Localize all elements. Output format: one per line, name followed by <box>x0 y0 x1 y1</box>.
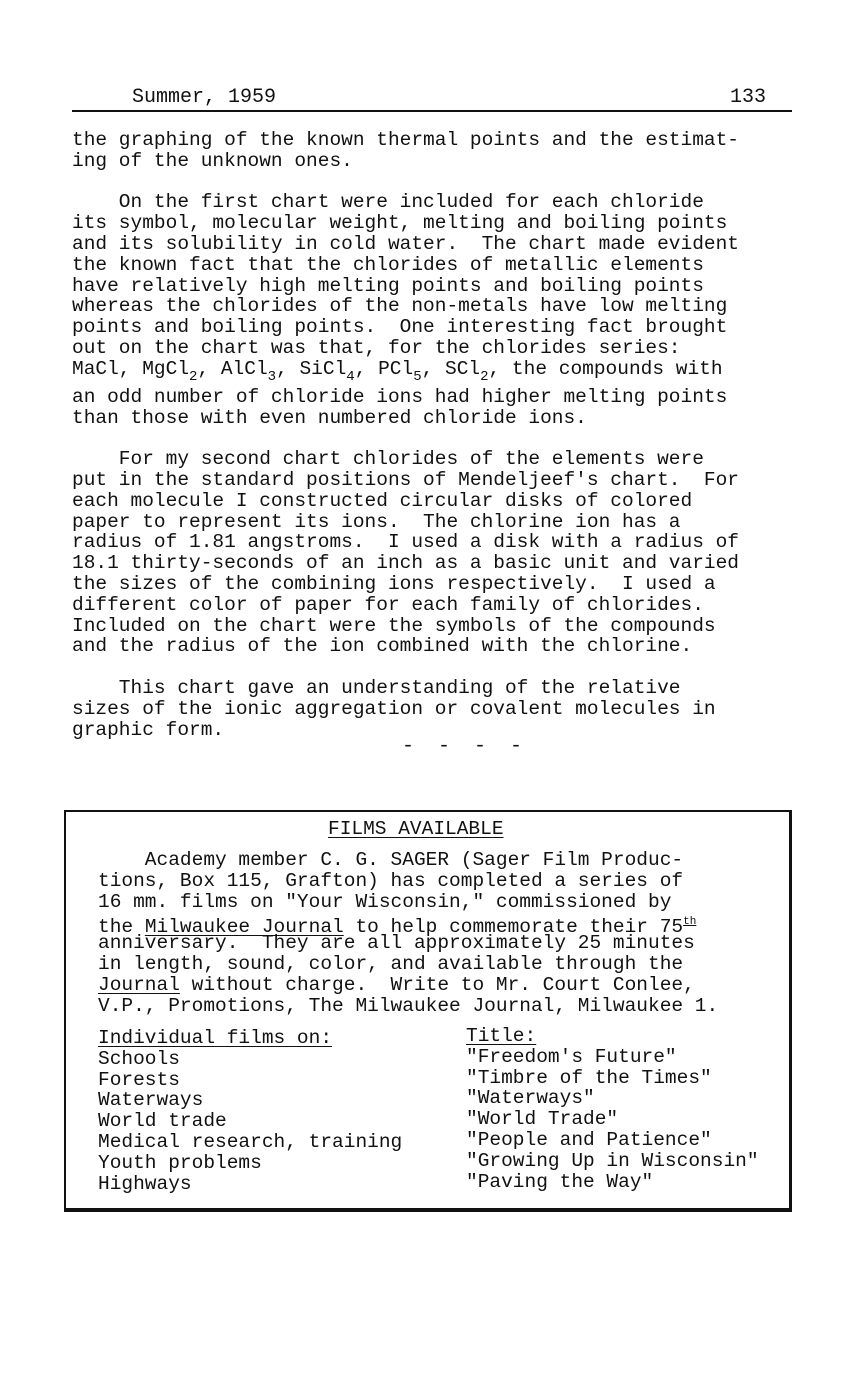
text-line: paper to represent its ions. The chlorine ion has a <box>72 510 681 533</box>
film-title: "World Trade" <box>466 1108 619 1131</box>
film-title: "Growing Up in Wisconsin" <box>466 1149 759 1172</box>
page-number: 133 <box>729 86 766 109</box>
text-line: points and boiling points. One interesting fact brought <box>72 316 728 339</box>
text-line: the Milwaukee Journal to help commemorate their 75th <box>98 916 697 939</box>
text-line: sizes of the ionic aggregation or covalent molecules in <box>72 697 716 720</box>
issue-date: Summer, 1959 <box>132 86 277 109</box>
text-line: put in the standard positions of Mendeljeef's chart. For <box>72 468 740 491</box>
text-line: Academy member C. G. SAGER (Sager Film Produc- <box>98 849 684 871</box>
text-line: ing of the unknown ones. <box>72 149 353 172</box>
text-line: its symbol, molecular weight, melting and boiling points <box>72 212 728 235</box>
text-line: tions, Box 115, Grafton) has completed a series of <box>98 869 684 892</box>
film-topic: Highways <box>98 1172 192 1195</box>
film-title: "People and Patience" <box>466 1128 712 1151</box>
film-topic: Schools <box>98 1047 180 1070</box>
text-line: in length, sound, color, and available through the <box>98 952 684 975</box>
film-topic: Waterways <box>98 1089 204 1112</box>
text-line: the sizes of the combining ions respectively. I used a <box>72 572 716 595</box>
box-title: FILMS AVAILABLE <box>328 818 504 840</box>
text-line: different color of paper for each family of chlorides. <box>72 593 704 616</box>
films-available-box <box>64 810 792 1212</box>
film-topic: Forests <box>98 1068 180 1091</box>
films-topic-column <box>98 1028 458 1194</box>
text-line: the graphing of the known thermal points and the estimat- <box>72 129 740 151</box>
box-announcement <box>98 850 788 1016</box>
text-line: the known fact that the chlorides of metallic elements <box>72 253 704 276</box>
film-topic: Youth problems <box>98 1151 262 1174</box>
topic-column-header: Individual films on: <box>98 1027 333 1049</box>
text-line: than those with even numbered chloride ions. <box>72 406 587 429</box>
text-line: 16 mm. films on "Your Wisconsin," commissioned by <box>98 890 672 913</box>
title-column-header: Title: <box>466 1025 537 1047</box>
text-line: radius of 1.81 angstroms. I used a disk with a radius of <box>72 531 740 554</box>
text-line: an odd number of chloride ions had higher melting points <box>72 385 728 408</box>
publication-name: Milwaukee Journal <box>144 916 344 939</box>
text-line: This chart gave an understanding of the relative <box>72 676 681 699</box>
text-line: For my second chart chlorides of the elements were <box>72 448 704 471</box>
text-line: out on the chart was that, for the chlorides series: <box>72 336 681 359</box>
text-line: 18.1 thirty-seconds of an inch as a basic unit and varied <box>72 552 740 575</box>
text-line: and its solubility in cold water. The chart made evident <box>72 232 740 255</box>
text-line: Journal without charge. Write to Mr. Court Conlee, <box>98 973 695 996</box>
text-line: graphic form. <box>72 718 225 741</box>
section-divider: - - - - <box>402 735 529 758</box>
film-topic: Medical research, training <box>98 1130 403 1153</box>
publication-name: Journal <box>98 973 180 996</box>
text-line: V.P., Promotions, The Milwaukee Journal, Milwaukee 1. <box>98 994 719 1017</box>
film-title: "Paving the Way" <box>466 1170 654 1193</box>
film-title: "Freedom's Future" <box>466 1045 677 1068</box>
text-line: each molecule I constructed circular disks of colored <box>72 489 693 512</box>
chloride-series-formula: MaCl, MgCl$_2$, AlCl$_3$, SiCl$_4$, PCl$_5$, SCl$_2$, the compounds with <box>72 357 723 385</box>
film-title: "Waterways" <box>466 1087 595 1110</box>
films-title-column <box>466 1026 796 1192</box>
text-line: Included on the chart were the symbols of the compounds <box>72 614 716 637</box>
page-header <box>72 86 792 112</box>
text-line: On the first chart were included for each chloride <box>72 191 704 214</box>
film-topic: World trade <box>98 1110 227 1133</box>
text-line: and the radius of the ion combined with the chlorine. <box>72 635 693 658</box>
text-line: whereas the chlorides of the non-metals have low melting <box>72 295 728 318</box>
film-title: "Timbre of the Times" <box>466 1066 712 1089</box>
article-body <box>72 130 812 740</box>
text-line: have relatively high melting points and boiling points <box>72 274 704 297</box>
text-line: anniversary. They are all approximately 25 minutes <box>98 932 695 955</box>
